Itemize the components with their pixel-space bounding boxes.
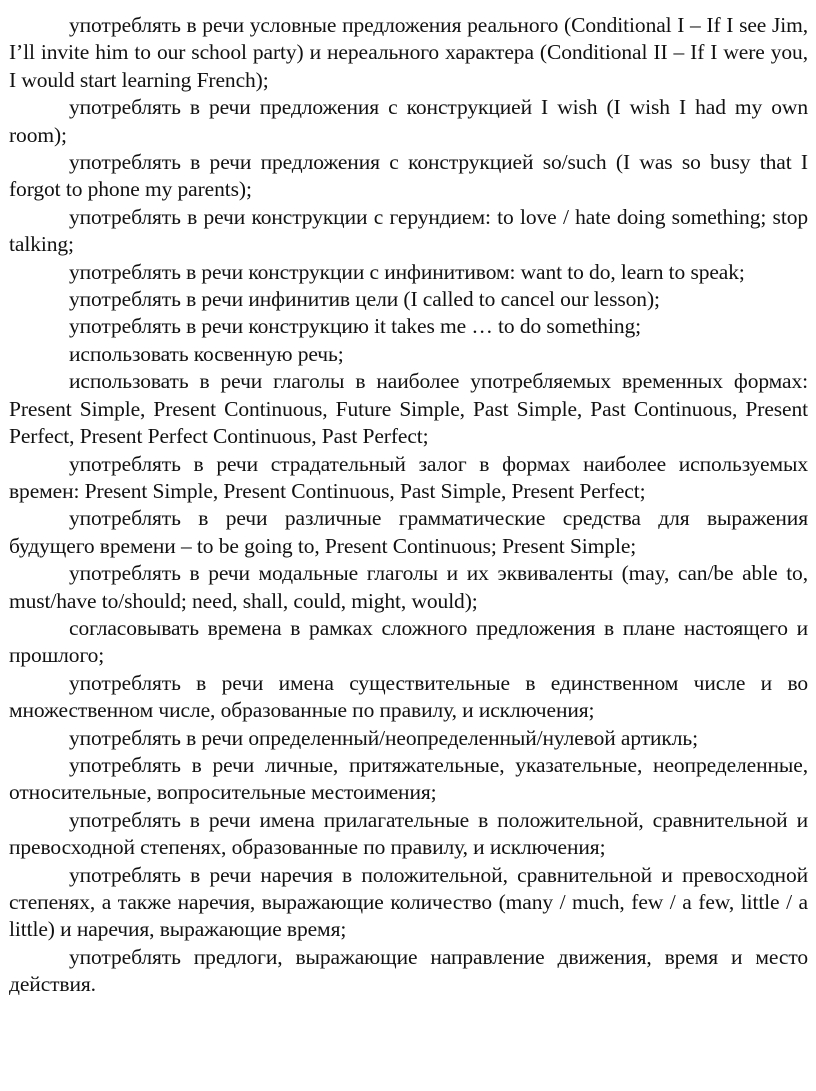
list-item-so-such: употреблять в речи предложения с конструкцией so/such (I was so busy that I forgot to phone my parents); [9, 150, 808, 202]
list-item-sequence-of-tenses: согласовывать времена в рамках сложного предложения в плане настоящего и прошлого; [9, 615, 808, 668]
list-item-conditionals: употреблять в речи условные предложения реального (Conditional I – If I see Jim, I’ll invite him to our school party) и нереального характера (Conditional II – If I were you, I would start learning French); [9, 13, 808, 92]
list-item-infinitive-purpose: употреблять в речи инфинитив цели (I called to cancel our lesson); [69, 287, 660, 312]
list-item-future-means: употреблять в речи различные грамматические средства для выражения будущего времени – to be going to, Present Continuous; Present Simple; [9, 506, 808, 558]
list-item-modal-verbs: употреблять в речи модальные глаголы и их эквиваленты (may, can/be able to, must/have to/should; need, shall, could, might, would); [9, 561, 808, 613]
list-item-prepositions: употреблять предлоги, выражающие направление движения, время и место действия. [9, 944, 808, 997]
list-item-pronouns: употреблять в речи личные, притяжательные, указательные, неопределенные, относительные, вопросительные местоимения; [9, 752, 808, 805]
list-item-infinitive: употреблять в речи конструкции с инфинитивом: want to do, learn to speak; [69, 259, 745, 284]
list-item-adverbs: употреблять в речи наречия в положительной, сравнительной и превосходной степенях, а также наречия, выражающие количество (many / much, few / a few, little / a little) и наречия, выражающие время; [9, 862, 808, 942]
list-item-gerund: употреблять в речи конструкции с герундием: to love / hate doing something; stop talking; [9, 204, 808, 257]
list-item-it-takes-me: употреблять в речи конструкцию it takes me … to do something; [69, 314, 641, 339]
list-item-passive-voice: употреблять в речи страдательный залог в формах наиболее используемых времен: Present Simple, Present Continuous, Past Simple, Present Perfect; [9, 451, 808, 503]
list-item-i-wish: употреблять в речи предложения с конструкцией I wish (I wish I had my own room); [9, 95, 808, 147]
list-item-adjectives: употреблять в речи имена прилагательные в положительной, сравнительной и превосходной степенях, образованные по правилу, и исключения; [9, 807, 808, 860]
list-item-nouns: употреблять в речи имена существительные в единственном числе и во множественном числе, образованные по правилу, и исключения; [9, 670, 808, 723]
list-item-articles: употреблять в речи определенный/неопределенный/нулевой артикль; [69, 725, 698, 750]
list-item-tense-forms: использовать в речи глаголы в наиболее употребляемых временных формах: Present Simple, Present Continuous, Future Simple, Past Simple, Past Continuous, Present Perfect, Present Perfect Continuous, Past Perfect; [9, 369, 808, 449]
list-item-reported-speech: использовать косвенную речь; [69, 341, 344, 366]
